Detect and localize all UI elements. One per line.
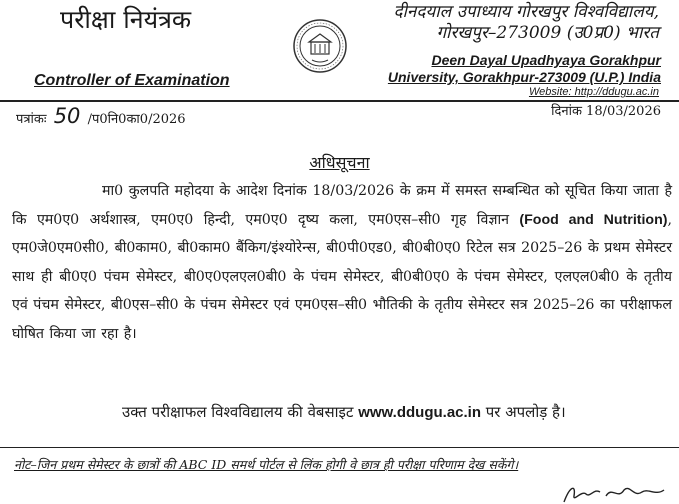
reference-handwritten-number: 50 <box>53 104 81 128</box>
hindi-university-address <box>393 2 659 44</box>
reference-suffix: /प0नि0का0/2026 <box>87 112 186 127</box>
notice-heading-text: अधिसूचना <box>309 153 370 172</box>
notice-para-1-rest: , एम0जे0एम0सी0, बी0काम0, बी0काम0 बैंकिग/इंश्योरेन्स, बी0पी0एड0, बी0बी0ए0 रिटेल सत्र 2025–26 के प्रथम सेमेस्टर साथ ही बी0ए0 पंचम सेमेस्टर, बी0ए0एलएल0बी0 के पंचम सेमेस्टर, बी0बी0ए0 के पंचम सेमेस्टर, एलएल0बी0 के तृतीय एवं पंचम सेमेस्टर, बी0एस–सी0 के पंचम सेमेस्टर एवं एम0एस–सी0 भौतिकी के तृतीय सेमेस्टर सत्र 2025–26 का परीक्षाफल घोषित किया जा रहा है। <box>12 211 673 342</box>
notice-body <box>12 177 672 348</box>
university-seal-icon <box>292 18 348 74</box>
notice-para-1: मा0 कुलपति महोदया के आदेश दिनांक 18/03/2026 के क्रम में समस्त सम्बन्धित को सूचित किया जाता है कि एम0ए0 अर्थशास्त्र, एम0ए0 हिन्दी, एम0ए0 दृष्य कला, एम0एस–सी0 गृह विज्ञान <box>12 183 672 228</box>
reference-label: पत्रांकः <box>16 112 47 127</box>
notice-para-1-bold: (Food and Nutrition) <box>519 211 668 228</box>
notice-heading <box>0 151 679 173</box>
issue-date: दिनांक 18/03/2026 <box>551 104 661 119</box>
english-university-address <box>388 52 661 86</box>
website-link[interactable]: Website: http://ddugu.ac.in <box>528 86 659 98</box>
abc-id-note: नोट–जिन प्रथम सेमेस्टर के छात्रों की ABC ID समर्थ पोर्टल से लिंक होगी वे छात्र ही परीक्षा परिणाम देख सकेंगे। <box>14 457 519 472</box>
signature-icon <box>560 482 679 504</box>
website-notice <box>122 402 566 422</box>
hindi-university-line-1: दीनदयाल उपाध्याय गोरखपुर विश्वविद्यालय, <box>393 2 659 22</box>
website-url[interactable]: www.ddugu.ac.in <box>358 404 481 421</box>
website-notice-start: उक्त परीक्षाफल विश्वविद्यालय की वेबसाइट <box>122 403 354 421</box>
website-notice-end: पर अपलोड़ है। <box>485 403 566 421</box>
hindi-university-line-2: गोरखपुर–273009 (उ0प्र0) भारत <box>436 23 659 43</box>
english-office-title: Controller of Examination <box>34 72 230 89</box>
english-university-line-1: Deen Dayal Upadhyaya Gorakhpur <box>431 52 661 68</box>
english-university-line-2: University, Gorakhpur-273009 (U.P.) India <box>387 69 661 85</box>
reference-number <box>16 104 186 128</box>
note-divider <box>0 447 679 448</box>
hindi-office-title: परीक्षा नियंत्रक <box>60 5 192 34</box>
